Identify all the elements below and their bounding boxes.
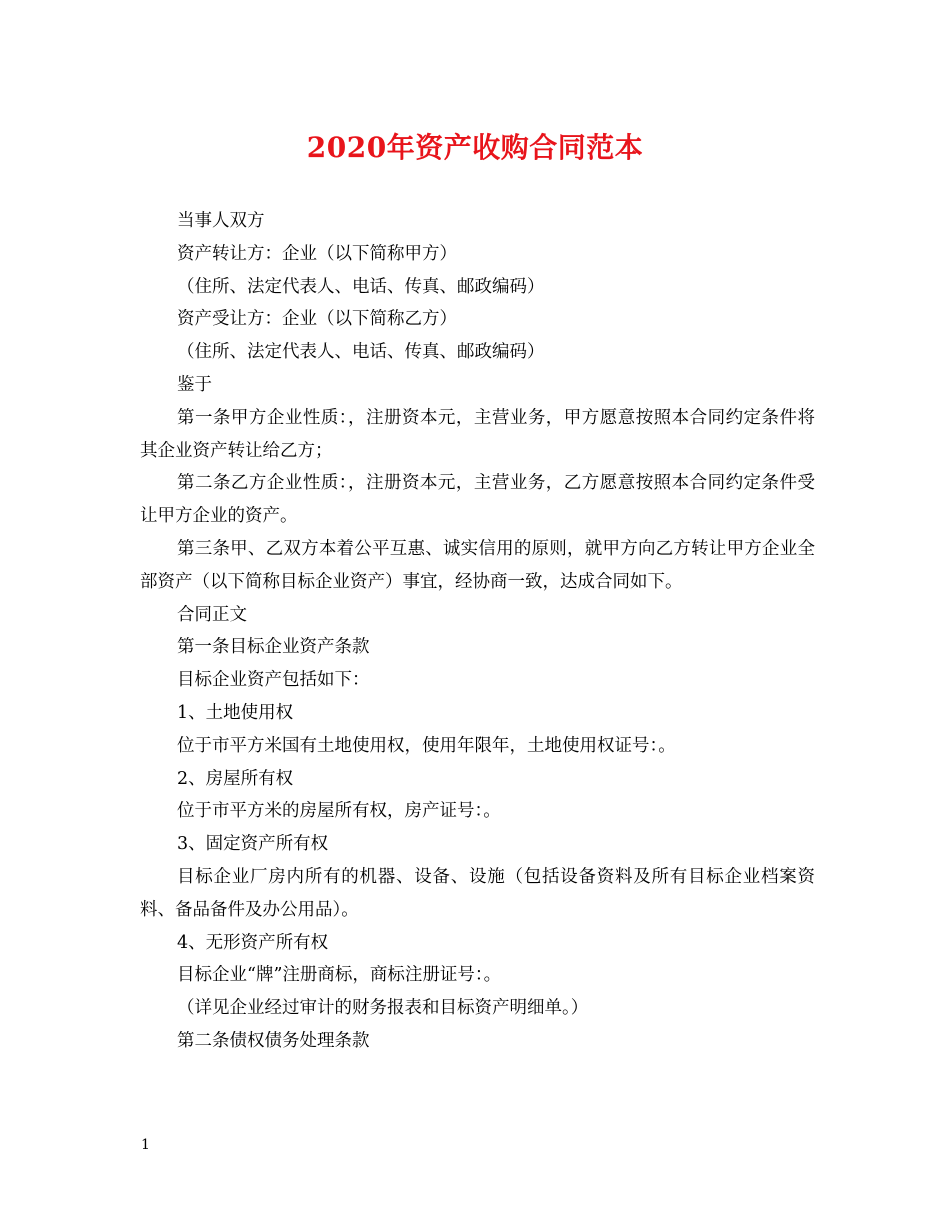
- paragraph-financial-statement-note: （详见企业经过审计的财务报表和目标资产明细单。）: [177, 998, 589, 1019]
- paragraph-transferor-info: （住所、法定代表人、电话、传真、邮政编码）: [177, 276, 545, 297]
- paragraph-trademark-details: 目标企业“牌”注册商标，商标注册证号：。: [177, 965, 502, 986]
- paragraph-contract-body: 合同正文: [177, 604, 247, 625]
- paragraph-land-details: 位于市平方米国有土地使用权，使用年限年，土地使用权证号：。: [177, 735, 676, 756]
- paragraph-article-1-party-a: 第一条甲方企业性质：，注册资本元，主营业务，甲方愿意按照本合同约定条件将其企业资产转让给乙方；: [140, 407, 815, 461]
- paragraph-fixed-assets: 3、固定资产所有权: [177, 834, 329, 855]
- paragraph-target-assets-include: 目标企业资产包括如下：: [177, 670, 370, 691]
- document-title: 2020年资产收购合同范本: [306, 131, 644, 164]
- paragraph-intangible-assets: 4、无形资产所有权: [177, 932, 329, 953]
- paragraph-transferee-info: （住所、法定代表人、电话、传真、邮政编码）: [177, 342, 545, 363]
- page-number: 1: [141, 1137, 150, 1153]
- paragraph-parties: 当事人双方: [177, 211, 265, 231]
- paragraph-target-assets-article: 第一条目标企业资产条款: [177, 637, 370, 658]
- paragraph-transferor: 资产转让方：企业（以下简称甲方）: [177, 243, 457, 264]
- paragraph-transferee: 资产受让方：企业（以下简称乙方）: [177, 309, 457, 330]
- paragraph-article-2-party-b: 第二条乙方企业性质：，注册资本元，主营业务，乙方愿意按照本合同约定条件受让甲方企业的资产。: [140, 473, 815, 527]
- paragraph-fixed-assets-details: 目标企业厂房内所有的机器、设备、设施（包括设备资料及所有目标企业档案资料、备品备件及办公用品）。: [140, 866, 815, 920]
- paragraph-article-3-principles: 第三条甲、乙双方本着公平互惠、诚实信用的原则，就甲方向乙方转让甲方企业全部资产（以下简称目标企业资产）事宜，经协商一致，达成合同如下。: [140, 538, 815, 592]
- paragraph-house-details: 位于市平方米的房屋所有权，房产证号：。: [177, 801, 501, 822]
- paragraph-whereas: 鉴于: [177, 374, 212, 395]
- document-body: [140, 205, 815, 1058]
- paragraph-land-use-right: 1、土地使用权: [177, 702, 294, 723]
- paragraph-house-ownership: 2、房屋所有权: [177, 768, 294, 789]
- paragraph-debt-article: 第二条债权债务处理条款: [177, 1030, 370, 1051]
